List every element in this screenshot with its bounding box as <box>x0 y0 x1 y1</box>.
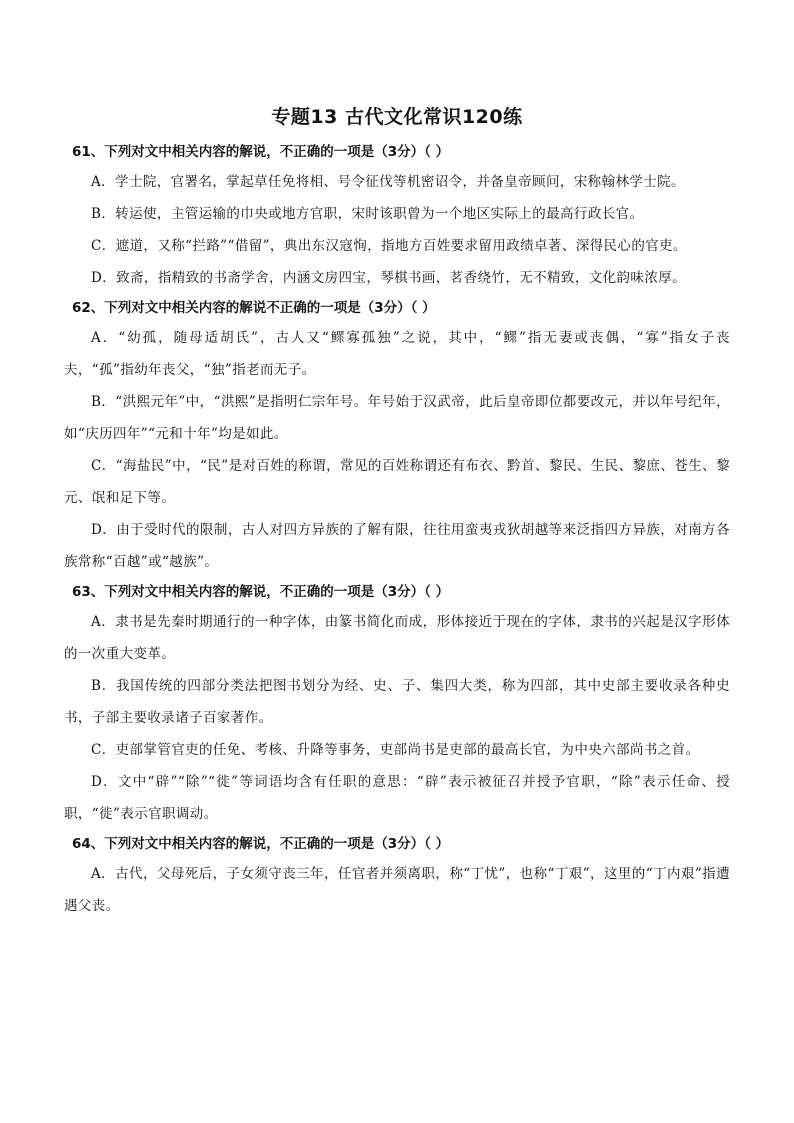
question-stem: 64、下列对文中相关内容的解说，不正确的一项是（3分）（ ） <box>72 836 450 852</box>
question-stem: 63、下列对文中相关内容的解说，不正确的一项是（3分）（ ） <box>72 584 450 600</box>
page-title: 专题13 古代文化常识120练 <box>271 106 523 128</box>
option-b: B．转运使，主管运输的巾央或地方官职，宋时该职曾为一个地区实际上的最高行政长官。 <box>91 206 644 222</box>
option-a: A．“幼孤，随母适胡氏”，古人又“鳏寡孤独”之说，其中，“鳏”指无妻或丧偶，“寡”指女子丧夫，“孤”指幼年丧父，“独”指老而无子。 <box>64 330 730 378</box>
option-b: B．我国传统的四部分类法把图书划分为经、史、子、集四大类，称为四部，其中史部主要收录各种史书，子部主要收录诸子百家著作。 <box>64 678 730 726</box>
option-d: D．致斋，指精致的书斋学舍，内涵文房四宝，琴棋书画，茗香绕竹，无不精致，文化韵味浓厚。 <box>91 270 687 286</box>
option-b: B．“洪熙元年”中，“洪熙”是指明仁宗年号。年号始于汉武帝，此后皇帝即位都要改元，并以年号纪年，如“庆历四年”“元和十年”均是如此。 <box>64 394 730 442</box>
option-a: A．古代，父母死后，子女须守丧三年，任官者并须离职，称“丁忧”，也称“丁艰”，这里的“丁内艰”指遭遇父丧。 <box>64 866 730 914</box>
option-a: A．隶书是先秦时期通行的一种字体，由篆书简化而成，形体接近于现在的字体，隶书的兴起是汉字形体的一次重大变革。 <box>64 614 730 662</box>
option-d: D．由于受时代的限制，古人对四方异族的了解有限，往往用蛮夷戎狄胡越等来泛指四方异族，对南方各族常称“百越”或“越族”。 <box>64 522 730 570</box>
option-c: C．“海盐民”中，“民”是对百姓的称谓，常见的百姓称谓还有布衣、黔首、黎民、生民、黎庶、苍生、黎元、氓和足下等。 <box>64 458 730 506</box>
question-stem: 61、下列对文中相关内容的解说，不正确的一项是（3分）（ ） <box>72 144 450 160</box>
question-64 <box>64 830 730 922</box>
option-d: D．文中“辟”“除”“徙”等词语均含有任职的意思：“辟”表示被征召并授予官职，“除”表示任命、授职，“徙”表示官职调动。 <box>64 774 730 822</box>
question-61 <box>64 138 730 294</box>
question-62 <box>64 294 730 578</box>
question-63 <box>64 578 730 830</box>
option-c: C．遮道，又称“拦路”“借留”，典出东汉寇恂，指地方百姓要求留用政绩卓著、深得民心的官吏。 <box>91 238 687 254</box>
option-a: A．学士院，官署名，掌起草任免将相、号令征伐等机密诏令，并备皇帝顾问，宋称翰林学士院。 <box>91 174 685 190</box>
option-c: C．吏部掌管官吏的任免、考核、升降等事务，吏部尚书是吏部的最高长官，为中央六部尚书之首。 <box>91 742 700 758</box>
question-stem: 62、下列对文中相关内容的解说不正确的一项是（3分）（ ） <box>72 300 436 316</box>
